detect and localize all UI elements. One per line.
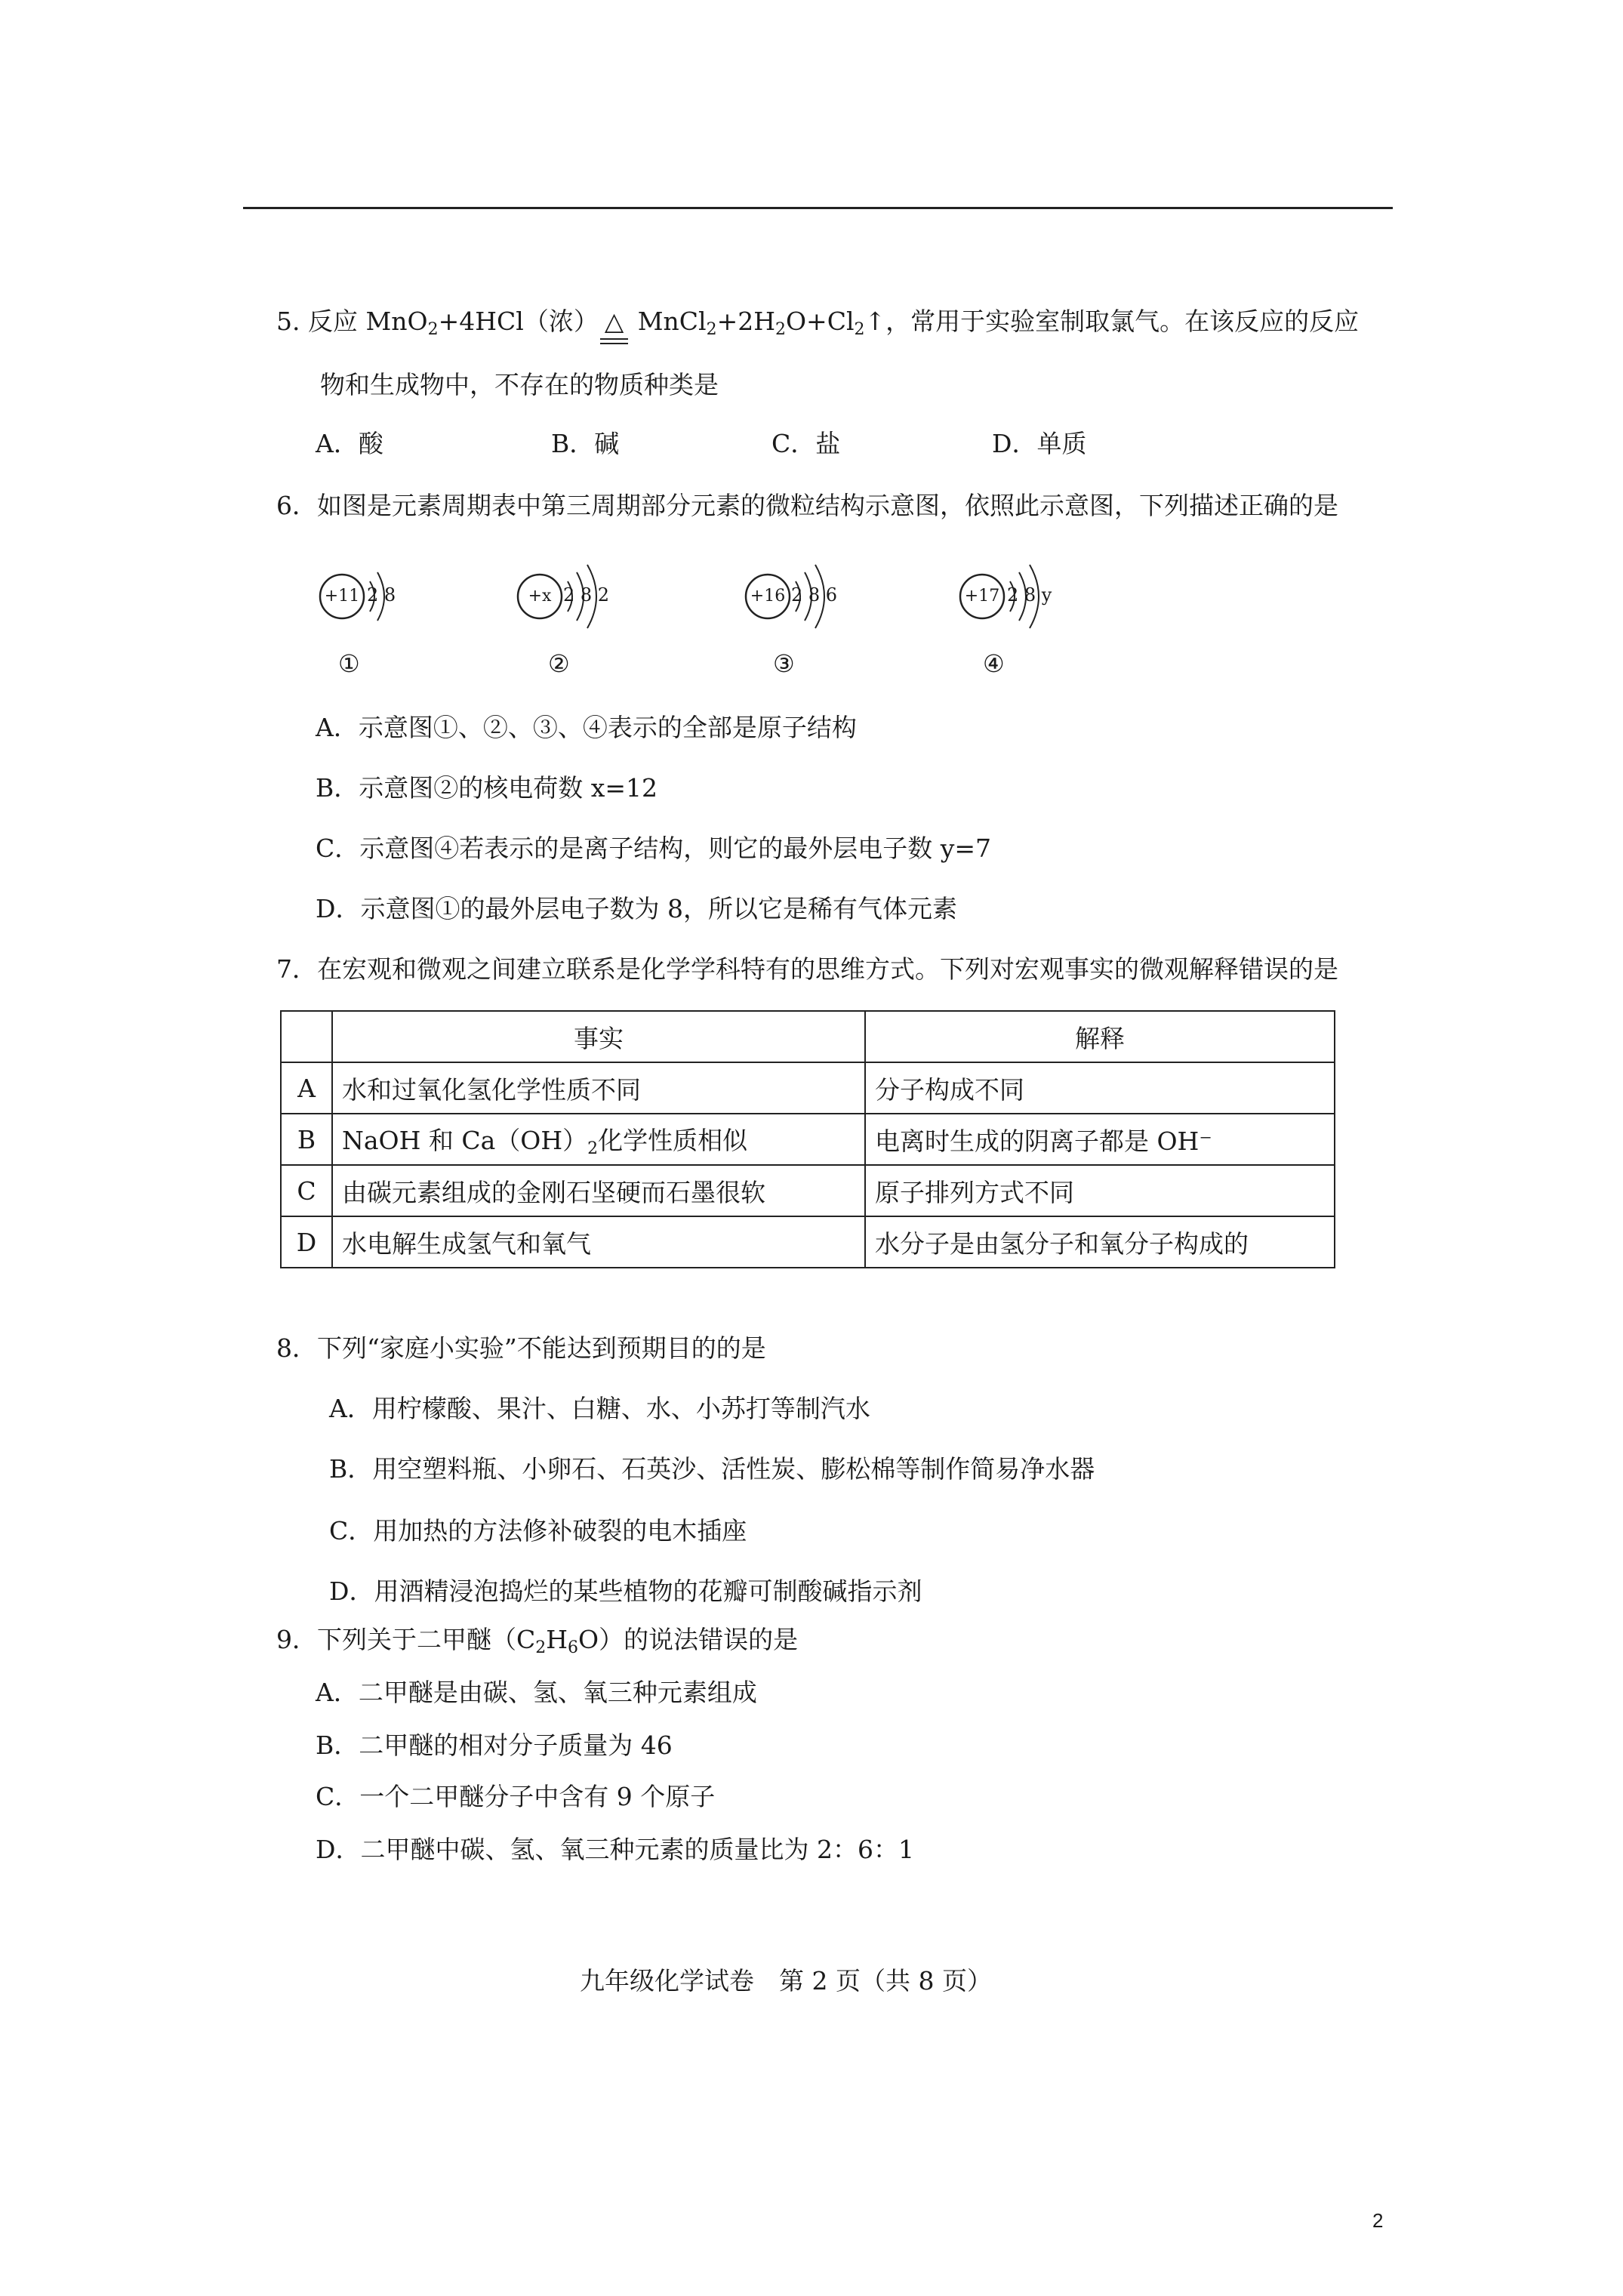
electron-shells: 2 8 6 — [791, 584, 838, 606]
q5-stem-line1: 5. 反应 MnO$_2$+4HCl（浓） △ $MnCl_2+2H_2O+Cl_2↑$，常用于实验室制取氯气。在该反应的反应 — [276, 307, 1360, 339]
atom-label-1: ① — [338, 649, 360, 678]
q9-option-c: C．一个二甲醚分子中含有 9 个原子 — [316, 1782, 716, 1811]
nucleus-charge: +x — [528, 587, 552, 606]
q8-option-c: C．用加热的方法修补破裂的电木插座 — [329, 1516, 747, 1546]
atom-diagram-3 — [741, 551, 885, 642]
table-row — [281, 1165, 1335, 1216]
nucleus-charge: +16 — [750, 587, 786, 606]
q8-stem: 8．下列“家庭小实验”不能达到预期目的的是 — [276, 1333, 766, 1363]
nucleus-charge: +17 — [964, 587, 1000, 606]
q6-option-d: D．示意图①的最外层电子数为 8，所以它是稀有气体元素 — [316, 894, 957, 923]
table-row — [281, 1114, 1335, 1165]
nucleus-charge: +11 — [324, 587, 360, 606]
row-fact: 由碳元素组成的金刚石坚硬而石墨很软 — [332, 1165, 865, 1216]
q6-option-b: B．示意图②的核电荷数 x=12 — [316, 773, 658, 803]
atom-diagram-1 — [316, 551, 459, 642]
row-explain: 水分子是由氢分子和氧分子构成的 — [865, 1216, 1335, 1268]
table-row — [281, 1216, 1335, 1268]
page-footer: 九年级化学试卷 第 2 页（共 8 页） — [580, 1966, 992, 1996]
q9-option-b: B．二甲醚的相对分子质量为 46 — [316, 1730, 673, 1760]
electron-shells: 2 8 — [367, 584, 396, 606]
electron-shells: 2 8 2 — [563, 584, 610, 606]
q9-stem: 9．下列关于二甲醚$(C_2H_6O)$的说法错误的是 — [276, 1625, 799, 1657]
facts-table — [280, 1010, 1335, 1268]
q9-option-a: A．二甲醚是由碳、氢、氧三种元素组成 — [316, 1678, 757, 1707]
q5-option-a: A．酸 — [316, 429, 383, 458]
heat-condition: △ — [599, 307, 630, 337]
q5-option-c: C．盐 — [771, 429, 841, 458]
q8-option-a: A．用柠檬酸、果汁、白糖、水、小苏打等制汽水 — [329, 1394, 870, 1423]
q8-option-d: D．用酒精浸泡捣烂的某些植物的花瓣可制酸碱指示剂 — [329, 1576, 922, 1606]
header-rule — [243, 207, 1393, 209]
atom-diagram-4 — [956, 551, 1099, 642]
electron-shells: 2 8 y — [1007, 584, 1052, 606]
q6-option-a: A．示意图①、②、③、④表示的全部是原子结构 — [316, 713, 857, 742]
q8-option-b: B．用空塑料瓶、小卵石、石英沙、活性炭、膨松棉等制作简易净水器 — [329, 1454, 1095, 1484]
row-letter: A — [281, 1062, 332, 1114]
q5-stem-line2: 物和生成物中，不存在的物质种类是 — [320, 370, 719, 399]
page-number: 2 — [1372, 2209, 1384, 2232]
row-explain: 电离时生成的阴离子都是 OH⁻ — [865, 1114, 1335, 1165]
header-cell — [281, 1011, 332, 1062]
q9-option-d: D．二甲醚中碳、氢、氧三种元素的质量比为 2：6：1 — [316, 1835, 914, 1864]
row-letter: D — [281, 1216, 332, 1268]
row-letter: C — [281, 1165, 332, 1216]
q5-option-b: B．碱 — [551, 429, 620, 458]
q7-stem: 7．在宏观和微观之间建立联系是化学学科特有的思维方式。下列对宏观事实的微观解释错误的是 — [276, 954, 1338, 984]
row-fact: 水和过氧化氢化学性质不同 — [332, 1062, 865, 1114]
atom-label-2: ② — [548, 649, 570, 678]
atom-diagram-2 — [513, 551, 657, 642]
q6-stem: 6．如图是元素周期表中第三周期部分元素的微粒结构示意图，依照此示意图，下列描述正确的是 — [276, 491, 1338, 520]
row-explain: 原子排列方式不同 — [865, 1165, 1335, 1216]
table-header-row — [281, 1011, 1335, 1062]
q5-option-d: D．单质 — [992, 429, 1087, 458]
atom-label-4: ④ — [983, 649, 1005, 678]
header-fact: 事实 — [332, 1011, 865, 1062]
atom-label-3: ③ — [773, 649, 795, 678]
header-explain: 解释 — [865, 1011, 1335, 1062]
table-row — [281, 1062, 1335, 1114]
row-letter: B — [281, 1114, 332, 1165]
row-fact: NaOH 和 $Ca(OH)_2$化学性质相似 — [332, 1114, 865, 1165]
row-explain: 分子构成不同 — [865, 1062, 1335, 1114]
q6-option-c: C．示意图④若表示的是离子结构，则它的最外层电子数 y=7 — [316, 834, 992, 863]
row-fact: 水电解生成氢气和氧气 — [332, 1216, 865, 1268]
